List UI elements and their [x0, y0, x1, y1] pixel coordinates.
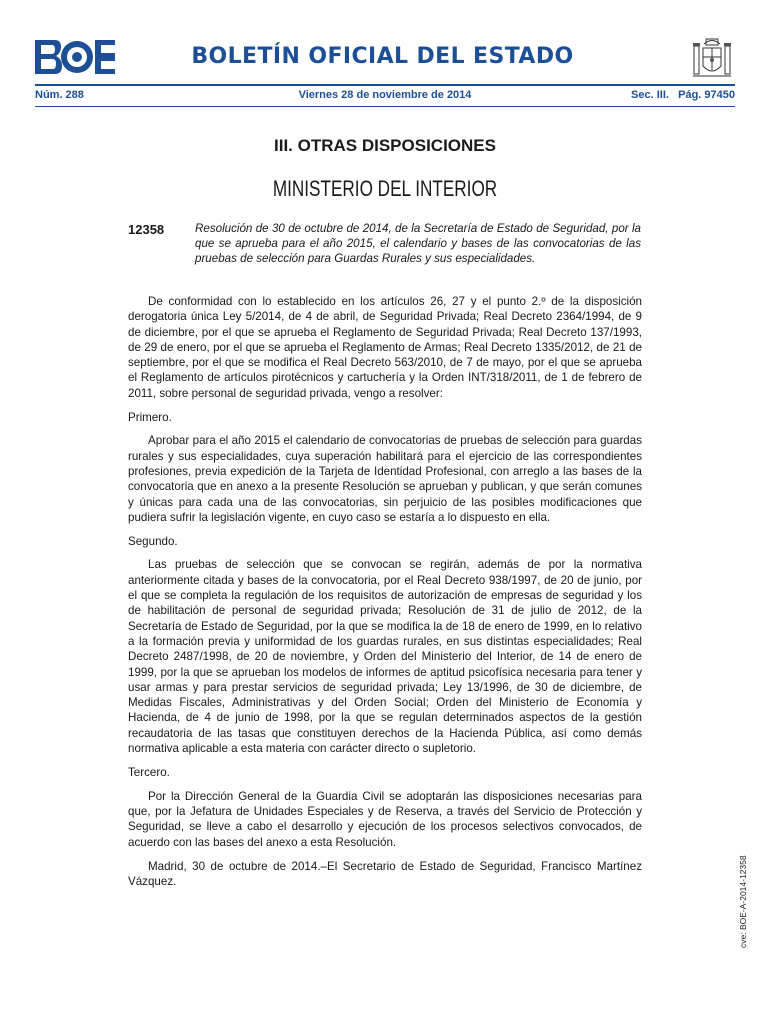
document-body: [128, 294, 642, 898]
bulletin-number: Núm. 288: [35, 89, 84, 101]
paragraph-primero: Aprobar para el año 2015 el calendario de convocatorias de pruebas de selección para guardas rurales y sus especialidades, cuya superación habilitará para el ejercicio de las correspondientes profesiones, previa expedición de la Tarjeta de Identidad Profesional, con arreglo a las bases de la convocatoria que en anexo a la presente Resolución se aprueban y publican, y que serán comunes y únicas para cada una de las convocatorias, sin perjuicio de las posibles modificaciones que pudiera sufrir la legislación vigente, en cuyo caso se estaría a lo dispuesto en ella.: [128, 434, 642, 524]
heading-primero: Primero.: [128, 411, 172, 425]
bulletin-title: BOLETÍN OFICIAL DEL ESTADO: [191, 44, 574, 69]
signature: Madrid, 30 de octubre de 2014.–El Secretario de Estado de Seguridad, Francisco Martínez Vázquez.: [128, 859, 642, 889]
paragraph-segundo: Las pruebas de selección que se convocan se regirán, además de por la normativa anteriormente citada y bases de la convocatoria, por el Real Decreto 938/1997, de 20 de junio, por el que se completa la regulación de los requisitos de autorización de empresas de seguridad y los de habilitación de personal de seguridad privada; Resolución de 31 de julio de 2012, de la Secretaría de Estado de Seguridad, por la que se modifica la de 18 de enero de 1999, en lo relativo a la formación previa y uniformidad de los guardas rurales, en sus distintas especialidades; Real Decreto 2487/1998, de 20 de noviembre, y Orden del Ministerio del Interior, de 14 de enero de 1999, por la que se aprueban los modelos de informes de aptitud psicofísica necesaria para tener y usar armas y para prestar servicios de seguridad privada; Ley 13/1996, de 30 de diciembre, de Medidas Fiscales, Administrativas y del Orden Social; Orden del Ministerio de Economía y Hacienda, de 4 de junio de 1998, por la que se regulan determinados aspectos de la gestión recaudatoria de las tasas que constituyen derechos de la Hacienda Pública, así como demás normativa aplicable a esta materia con carácter directo o supletorio.: [128, 558, 642, 756]
disposition-number: 12358: [128, 222, 165, 237]
ministry-title: MINISTERIO DEL INTERIOR: [272, 176, 498, 201]
intro-paragraph: De conformidad con lo establecido en los artículos 26, 27 y el punto 2.º de la disposición derogatoria única Ley 5/2014, de 4 de abril, de Seguridad Privada; Real Decreto 2364/1994, de 9 de diciembre, por el que se aprueba el Reglamento de Seguridad Privada; Real Decreto 137/1993, de 29 de enero, por el que se aprueba el Reglamento de Armas; Real Decreto 1335/2012, de 21 de septiembre, por el que se modifica el Real Decreto 563/2010, de 7 de mayo, por el que se aprueba el Reglamento de artículos pirotécnicos y cartuchería y la Orden INT/318/2011, de 1 de febrero de 2011, sobre personal de seguridad privada, vengo a resolver:: [128, 295, 642, 400]
heading-segundo: Segundo.: [128, 535, 178, 549]
boe-logo: [35, 40, 115, 74]
disposition-summary: Resolución de 30 de octubre de 2014, de la Secretaría de Estado de Seguridad, por la que se aprueba para el año 2015, el calendario y bases de las convocatorias de las pruebas de selección para Guardas Rurales y sus especialidades.: [195, 222, 641, 266]
section-title: III. OTRAS DISPOSICIONES: [274, 136, 496, 155]
heading-tercero: Tercero.: [128, 766, 170, 780]
header-rule-top: [35, 84, 735, 86]
header-rule-bottom: [35, 106, 735, 107]
cve-identifier: cve: BOE-A-2014-12358: [738, 855, 748, 948]
bulletin-date: Viernes 28 de noviembre de 2014: [298, 89, 472, 101]
paragraph-tercero: Por la Dirección General de la Guardia Civil se adoptarán las disposiciones necesarias para que, por la Jefatura de Unidades Especiales y de Reserva, a través del Servicio de Protección y Seguridad, se lleve a cabo el desarrollo y ejecución de los procesos selectivos convocados, de acuerdo con las bases del anexo a esta Resolución.: [128, 789, 642, 849]
coat-of-arms-icon: [690, 36, 734, 82]
section-page: Sec. III. Pág. 97450: [631, 89, 735, 101]
